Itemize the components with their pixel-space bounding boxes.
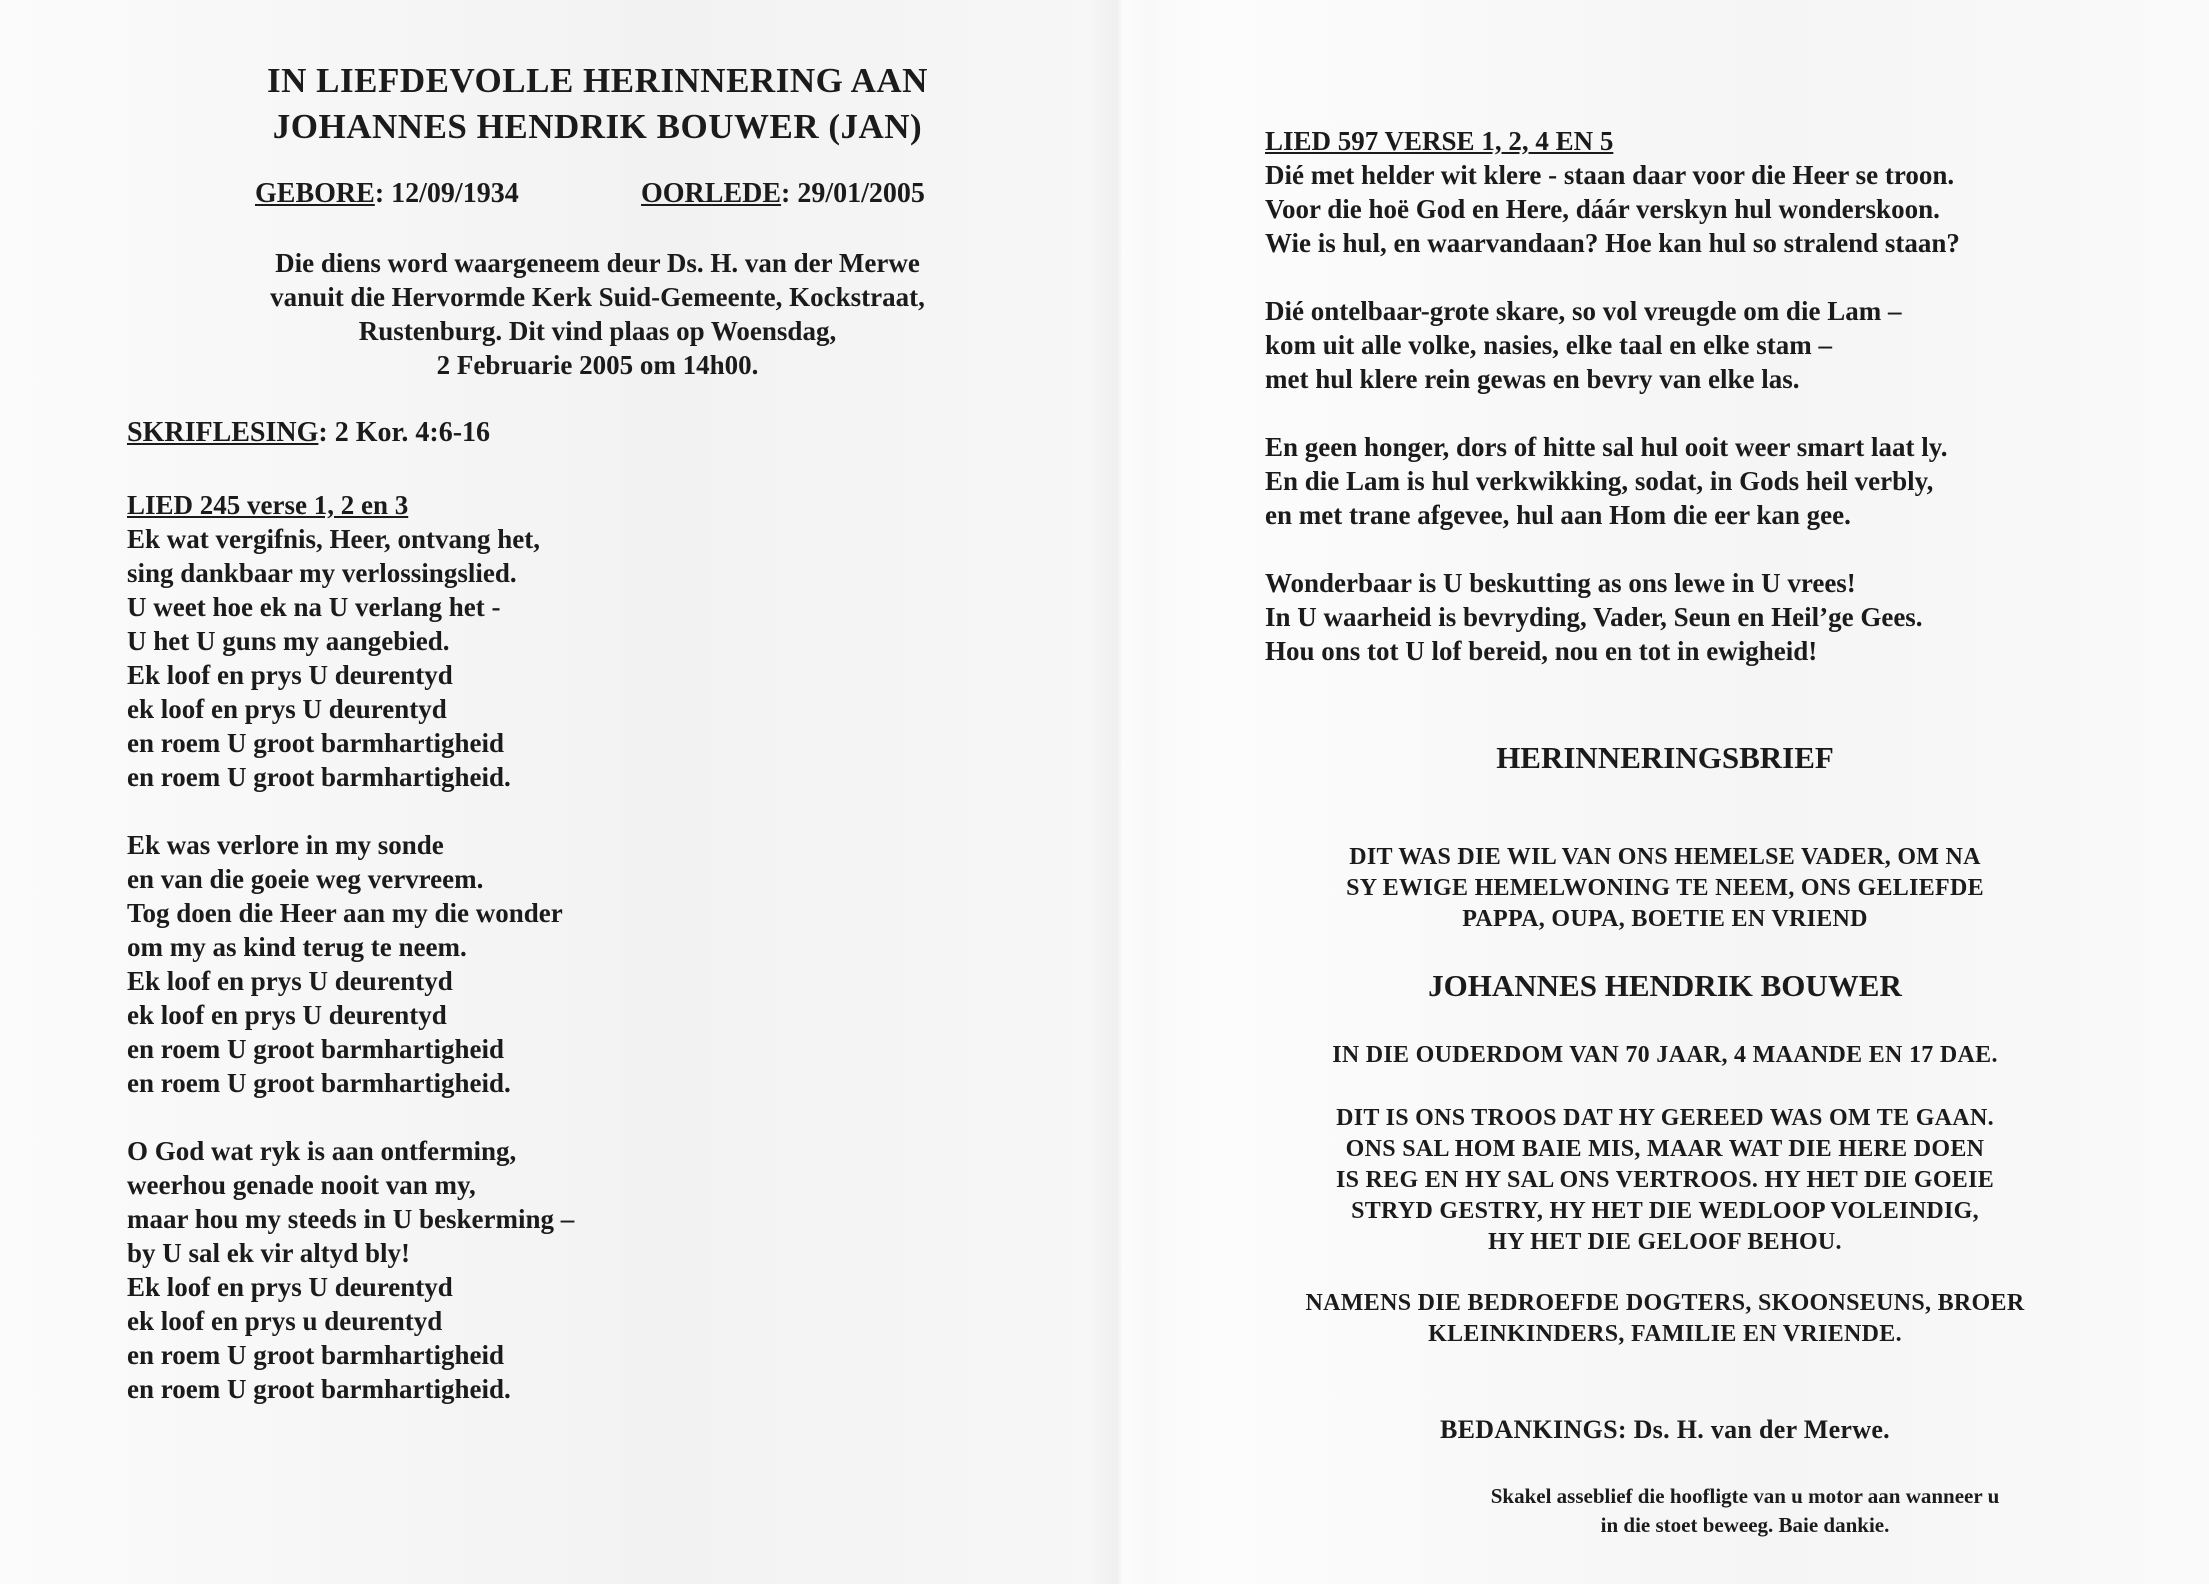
family-statement [1165, 1288, 2165, 1350]
hymn-line: Dié ontelbaar-grote skare, so vol vreugde om die Lam – [1265, 296, 1902, 326]
hymn-line: met hul klere rein gewas en bevry van elke las. [1265, 364, 1800, 394]
title-line-2: JOHANNES HENDRIK BOUWER (JAN) [272, 107, 923, 146]
hymn-line: om my as kind terug te neem. [127, 932, 467, 962]
hymn-line: Wie is hul, en waarvandaan? Hoe kan hul so stralend staan? [1265, 228, 1960, 258]
caps-line: IS REG EN HY SAL ONS VERTROOS. HY HET DIE GOEIE [1335, 1167, 1995, 1193]
note-line: Skakel asseblief die hoofligte van u motor aan wanneer u [1490, 1484, 2000, 1508]
service-line: Rustenburg. Dit vind plaas op Woensdag, [358, 316, 837, 346]
hymn-stanza [1265, 294, 1960, 396]
hymn-line: O God wat ryk is aan ontferming, [127, 1136, 517, 1166]
hymn-line: U het U guns my aangebied. [127, 626, 450, 656]
hymn-245 [127, 488, 574, 1440]
hymn-stanza [1265, 158, 1960, 260]
deceased-name: JOHANNES HENDRIK BOUWER [1428, 968, 1902, 1003]
thanks-label: BEDANKINGS: [1440, 1415, 1627, 1444]
caps-line: NAMENS DIE BEDROEFDE DOGTERS, SKOONSEUNS, BROER [1305, 1290, 2025, 1316]
note-line: in die stoet beweeg. Baie dankie. [1600, 1513, 1890, 1537]
hymn-line: U weet hoe ek na U verlang het - [127, 592, 501, 622]
hymn-line: en roem U groot barmhartigheid. [127, 1374, 511, 1404]
born-value: : 12/09/1934 [374, 178, 519, 209]
caps-line: DIT IS ONS TROOS DAT HY GEREED WAS OM TE GAAN. [1336, 1105, 1994, 1131]
hymn-line: Voor die hoë God en Here, dáár verskyn hul wonderskoon. [1265, 194, 1940, 224]
hymn-line: kom uit alle volke, nasies, elke taal en elke stam – [1265, 330, 1832, 360]
letter-heading: HERINNERINGSBRIEF [1496, 740, 1834, 775]
service-details [0, 246, 1195, 382]
hymn-line: en van die goeie weg vervreem. [127, 864, 484, 894]
thanks-line [1165, 1414, 2165, 1445]
hymn-line: by U sal ek vir altyd bly! [127, 1238, 411, 1268]
hymn-line: En die Lam is hul verkwikking, sodat, in Gods heil verbly, [1265, 466, 1934, 496]
death-date [641, 178, 925, 210]
died-label: OORLEDE [641, 178, 782, 209]
hymn-line: En geen honger, dors of hitte sal hul ooit weer smart laat ly. [1265, 432, 1948, 462]
hymn-line: Ek loof en prys U deurentyd [127, 660, 453, 690]
hymn-597 [1265, 124, 1960, 702]
hymn-line: Wonderbaar is U beskutting as ons lewe in U vrees! [1265, 568, 1856, 598]
comfort-statement [1165, 1103, 2165, 1258]
born-label: GEBORE [255, 178, 375, 209]
service-line: 2 Februarie 2005 om 14h00. [436, 350, 759, 380]
caps-line: DIT WAS DIE WIL VAN ONS HEMELSE VADER, OM NA [1349, 844, 1981, 870]
hymn-stanza [1265, 430, 1960, 532]
died-value: : 29/01/2005 [781, 178, 925, 209]
hymn-title: LIED 245 verse 1, 2 en 3 [127, 490, 409, 520]
hymn-stanza [127, 828, 574, 1100]
hymn-line: Ek loof en prys U deurentyd [127, 1272, 453, 1302]
hymn-stanza [1265, 566, 1960, 668]
caps-line: STRYD GESTRY, HY HET DIE WEDLOOP VOLEINDIG, [1351, 1198, 1979, 1224]
hymn-line: en roem U groot barmhartigheid [127, 728, 504, 758]
hymn-line: Ek loof en prys U deurentyd [127, 966, 453, 996]
hymn-line: ek loof en prys U deurentyd [127, 694, 447, 724]
procession-note [1375, 1482, 2115, 1540]
hymn-line: ek loof en prys u deurentyd [127, 1306, 443, 1336]
caps-line: PAPPA, OUPA, BOETIE EN VRIEND [1462, 906, 1868, 932]
hymn-stanza [127, 1134, 574, 1406]
hymn-line: maar hou my steeds in U beskerming – [127, 1204, 575, 1234]
memorial-title [0, 58, 1195, 150]
thanks-value: Ds. H. van der Merwe. [1626, 1415, 1890, 1444]
caps-line: ONS SAL HOM BAIE MIS, MAAR WAT DIE HERE DOEN [1345, 1136, 1985, 1162]
hymn-line: ek loof en prys U deurentyd [127, 1000, 447, 1030]
reading-value: : 2 Kor. 4:6-16 [318, 417, 491, 448]
service-line: Die diens word waargeneem deur Ds. H. van der Merwe [275, 248, 920, 278]
hymn-line: weerhou genade nooit van my, [127, 1170, 476, 1200]
hymn-line: Ek wat vergifnis, Heer, ontvang het, [127, 524, 540, 554]
hymn-line: sing dankbaar my verlossingslied. [127, 558, 517, 588]
hymn-line: Tog doen die Heer aan my die wonder [127, 898, 563, 928]
hymn-stanza [127, 522, 574, 794]
hymn-line: Ek was verlore in my sonde [127, 830, 444, 860]
age-line: IN DIE OUDERDOM VAN 70 JAAR, 4 MAANDE EN 17 DAE. [1332, 1042, 1998, 1068]
right-page [1105, 0, 2209, 1584]
hymn-line: en roem U groot barmhartigheid. [127, 1068, 511, 1098]
born-date [255, 178, 519, 210]
will-statement [1165, 842, 2165, 935]
hymn-line: en roem U groot barmhartigheid [127, 1340, 504, 1370]
hymn-line: Hou ons tot U lof bereid, nou en tot in ewigheid! [1265, 636, 1818, 666]
hymn-line: en roem U groot barmhartigheid [127, 1034, 504, 1064]
hymn-line: Dié met helder wit klere - staan daar voor die Heer se troon. [1265, 160, 1955, 190]
scripture-reading [127, 417, 490, 449]
hymn-line: en roem U groot barmhartigheid. [127, 762, 511, 792]
hymn-line: en met trane afgevee, hul aan Hom die eer kan gee. [1265, 500, 1851, 530]
caps-line: KLEINKINDERS, FAMILIE EN VRIENDE. [1428, 1321, 1902, 1347]
title-line-1: IN LIEFDEVOLLE HERINNERING AAN [267, 61, 928, 100]
caps-line: SY EWIGE HEMELWONING TE NEEM, ONS GELIEFDE [1346, 875, 1984, 901]
caps-line: HY HET DIE GELOOF BEHOU. [1488, 1229, 1842, 1255]
reading-label: SKRIFLESING [127, 417, 319, 448]
hymn-line: In U waarheid is bevryding, Vader, Seun en Heil’ge Gees. [1265, 602, 1923, 632]
hymn-title: LIED 597 VERSE 1, 2, 4 EN 5 [1265, 126, 1614, 156]
service-line: vanuit die Hervormde Kerk Suid-Gemeente, Kockstraat, [270, 282, 925, 312]
